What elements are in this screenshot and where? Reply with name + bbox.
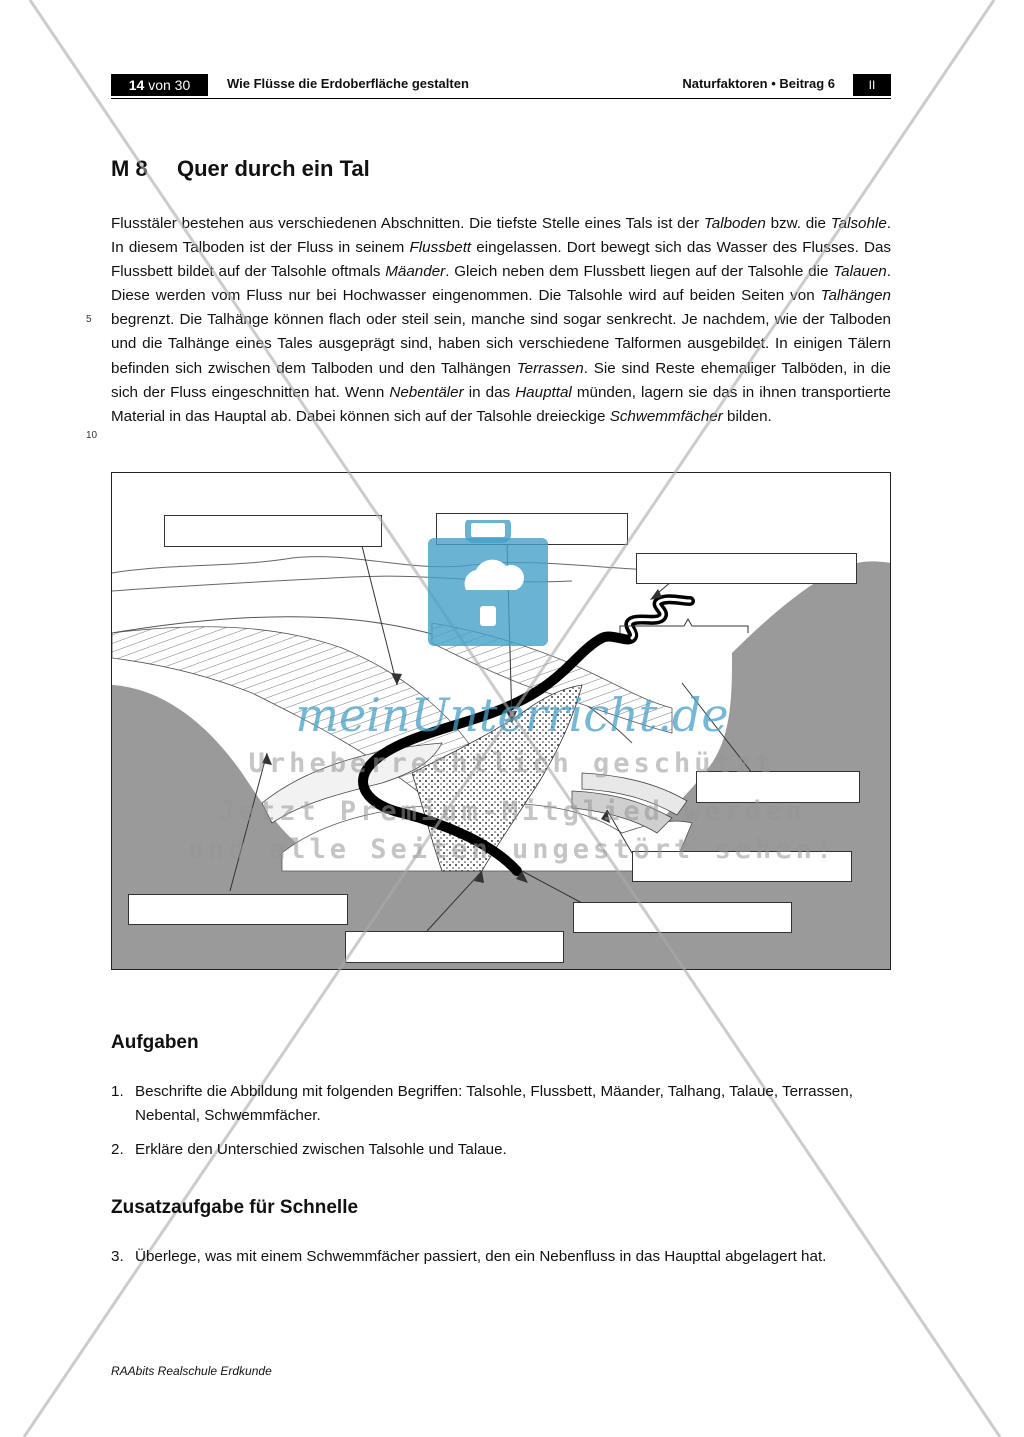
task-text: Überlege, was mit einem Schwemmfächer passiert, den ein Nebenfluss in das Haupttal abgelagert hat.	[135, 1248, 827, 1265]
tasks-heading: Aufgaben	[111, 1032, 199, 1053]
term: Talboden	[703, 215, 766, 232]
term: Mäander	[385, 263, 446, 281]
section-title-text: Quer durch ein Tal	[177, 156, 370, 181]
line-number-5: 5	[86, 314, 92, 325]
page-of: von 30	[148, 77, 191, 93]
term: Haupttal	[515, 383, 572, 401]
term: Nebentäler	[389, 383, 464, 401]
watermark-line-3: und alle Seiten ungestört sehen!	[187, 834, 837, 865]
task-number: 3.	[111, 1248, 124, 1265]
term: Talhängen	[820, 287, 891, 305]
task-number: 2.	[111, 1141, 124, 1158]
extra-heading: Zusatzaufgabe für Schnelle	[111, 1197, 359, 1218]
briefcase-icon	[428, 520, 548, 650]
section-number: M 8	[111, 156, 148, 181]
term: Talsohle	[830, 215, 887, 232]
series-label: Naturfaktoren • Beitrag 6	[682, 76, 835, 91]
intro-text: Flusstäler bestehen aus verschiedenen Abschnitten. Die tiefste Stelle eines Tals ist der Talboden bzw. die Talsohle. In diesem Talboden ist der Fluss in seinem Flussbett eingelassen. Dort bewegt sich das Wasser des Flusses. Das Flussbett bildet auf der Talsohle oftmals Mäander. Gleich neben dem Flussbett liegen auf der Talsohle die Talauen. Diese werden vom Fluss nur bei Hochwasser eingenommen. Die Talsohle wird auf beiden Seiten von Talhängen begrenzt. Die Talhänge können flach oder steil sein, manche sind sogar senkrecht. Je nachdem, wie der Talboden und die Talhänge eines Tales ausgeprägt sind, haben sich verschiedene Talformen ausgebildet. In einigen Tälern befinden sich zwischen dem Talboden und den Talhängen Terrassen. Sie sind Reste ehemaliger Talböden, in die sich der Fluss eingeschnitten hat. Wenn Nebentäler in das Haupttal münden, lagern sie das in ihnen transportierte Material in das Hauptal ab. Dabei können sich auf der Talsohle dreieckige Schwemmfächer bilden.	[111, 215, 891, 425]
footer: RAAbits Realschule Erdkunde	[111, 1364, 272, 1378]
task-number: 1.	[111, 1083, 124, 1100]
term: Talauen	[833, 263, 887, 281]
page-number: 14	[128, 77, 145, 93]
watermark-line-2: Jetzt Premium-Mitglied werden	[218, 796, 806, 827]
task-text: Erkläre den Unterschied zwischen Talsohle und Talaue.	[135, 1141, 507, 1158]
unit-title: Wie Flüsse die Erdoberfläche gestalten	[227, 76, 469, 91]
watermark-brand: meinUnterricht.de	[295, 688, 729, 742]
line-number-10: 10	[86, 430, 98, 441]
term: Schwemmfächer	[609, 407, 723, 425]
term: Terrassen	[516, 359, 584, 377]
watermark-line-1: Urheberrechtlich geschützt	[248, 748, 776, 779]
task-item	[111, 1080, 891, 1128]
extra-task-item	[111, 1245, 891, 1269]
task-text: Beschrifte die Abbildung mit folgenden Begriffen: Talsohle, Flussbett, Mäander, Talhang, Talaue, Terrassen, Nebental, Schwemmfächer.	[135, 1083, 853, 1124]
term: Flussbett	[409, 239, 472, 257]
level-badge: II	[853, 74, 891, 96]
task-item	[111, 1138, 891, 1162]
